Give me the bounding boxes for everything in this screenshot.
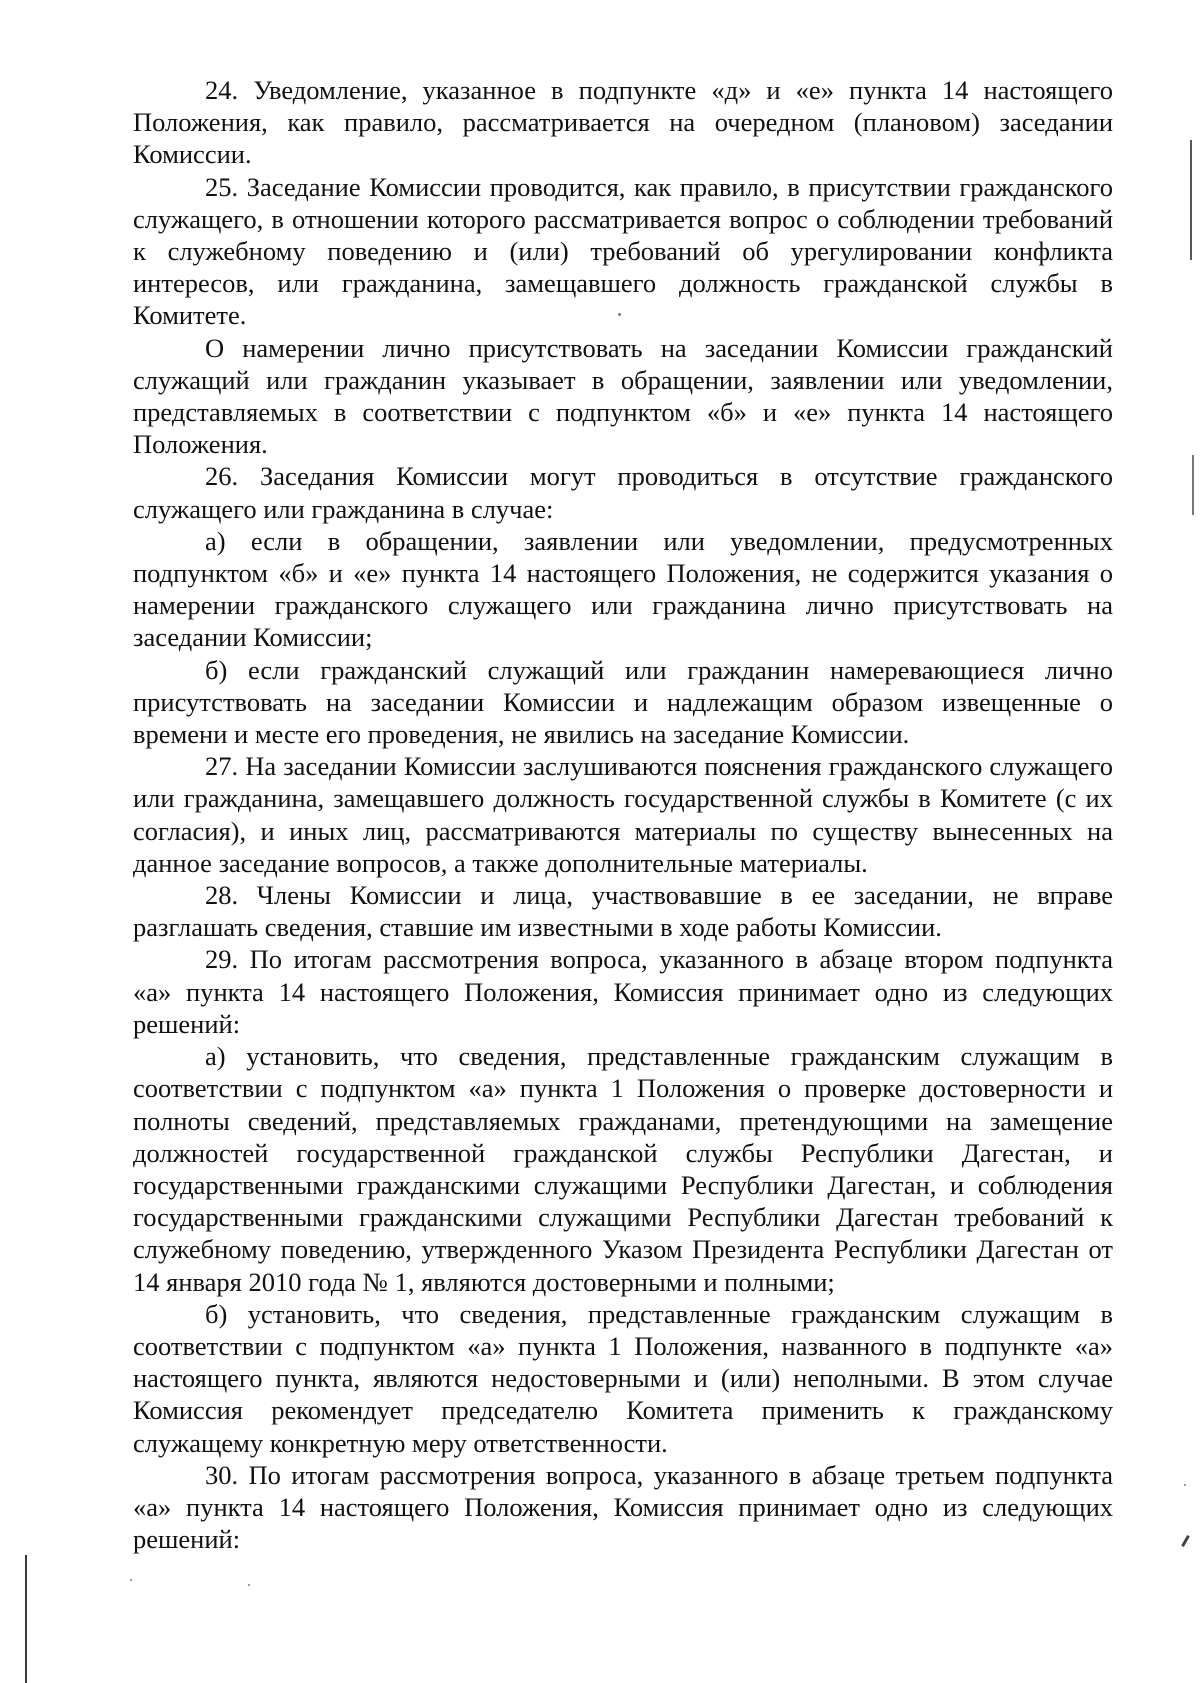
scan-corner-mark (1181, 1535, 1190, 1547)
paragraph-24: 24. Уведомление, указанное в подпункте «д» и «е» пункта 14 настоящего Положения, как правило, рассматривается на очередном (плановом) заседании Комиссии. (133, 75, 1113, 170)
paragraph-25-intent: О намерении лично присутствовать на заседании Комиссии гражданский служащий или гражданин указывает в обращении, заявлении или уведомлении, представляемых в соответствии с подпунктом «б» и «е» пункта 14 настоящего Положения. (133, 332, 1113, 460)
paragraph-26-b: б) если гражданский служащий или гражданин намеревающиеся лично присутствовать на заседании Комиссии и надлежащим образом извещенные о времени и месте его проведения, не явились на заседание Комиссии. (133, 654, 1113, 750)
scan-right-edge-mark-lower (1192, 455, 1194, 515)
paragraph-27: 27. На заседании Комиссии заслушиваются пояснения гражданского служащего или гражданина, замещавшего должность государственной службы в Комитете (с их согласия), и иных лиц, рассматриваются материалы по существу вынесенных на данное заседание вопросов, а также дополнительные материалы. (133, 751, 1113, 878)
scan-speck (618, 313, 621, 316)
paragraph-26-a: а) если в обращении, заявлении или уведомлении, предусмотренных подпунктом «б» и «е» пункта 14 настоящего Положения, не содержится указания о намерении гражданского служащего или гражданина лично присутствовать на заседании Комиссии; (133, 525, 1113, 653)
paragraph-30: 30. По итогам рассмотрения вопроса, указанного в абзаце третьем подпункта «а» пункта 14 настоящего Положения, Комиссия принимает одно из следующих решений: (133, 1459, 1113, 1555)
scan-speck (248, 1584, 250, 1586)
paragraph-28: 28. Члены Комиссии и лица, участвовавшие в ее заседании, не вправе разглашать сведения, ставшие им известными в ходе работы Комиссии. (133, 880, 1113, 943)
scan-speck (1184, 1484, 1186, 1486)
paragraph-29-a: а) установить, что сведения, представленные гражданским служащим в соответствии с подпунктом «а» пункта 1 Положения о проверке достоверности и полноты сведений, представляемых гражданами, претендующими на замещение должностей государственной гражданской службы Республики Дагестан, и государственными гражданскими служащими Республики Дагестан, и соблюдения государственными гражданскими служащими Республики Дагестан требований к служебному поведению, утвержденного Указом Президента Республики Дагестан от 14 января 2010 года № 1, являются достоверными и полными; (133, 1041, 1113, 1297)
scan-left-edge-line (25, 1555, 27, 1683)
scan-right-edge-mark (1190, 140, 1192, 260)
paragraph-25: 25. Заседание Комиссии проводится, как правило, в присутствии гражданского служащего, в отношении которого рассматривается вопрос о соблюдении требований к служебному поведению и (или) требований об урегулировании конфликта интересов, или гражданина, замещавшего должность гражданской службы в Комитете. (133, 171, 1113, 331)
paragraph-29-b: б) установить, что сведения, представленные гражданским служащим в соответствии с подпунктом «а» пункта 1 Положения, названного в подпункте «а» настоящего пункта, являются недостоверными и (или) неполными. В этом случае Комиссия рекомендует председателю Комитета применить к гражданскому служащему конкретную меру ответственности. (133, 1298, 1113, 1458)
document-body (133, 74, 1113, 1555)
scan-speck (130, 1579, 132, 1581)
paragraph-29: 29. По итогам рассмотрения вопроса, указанного в абзаце втором подпункта «а» пункта 14 настоящего Положения, Комиссия принимает одно из следующих решений: (133, 944, 1113, 1039)
paragraph-26: 26. Заседания Комиссии могут проводиться в отсутствие гражданского служащего или гражданина в случае: (133, 461, 1113, 524)
